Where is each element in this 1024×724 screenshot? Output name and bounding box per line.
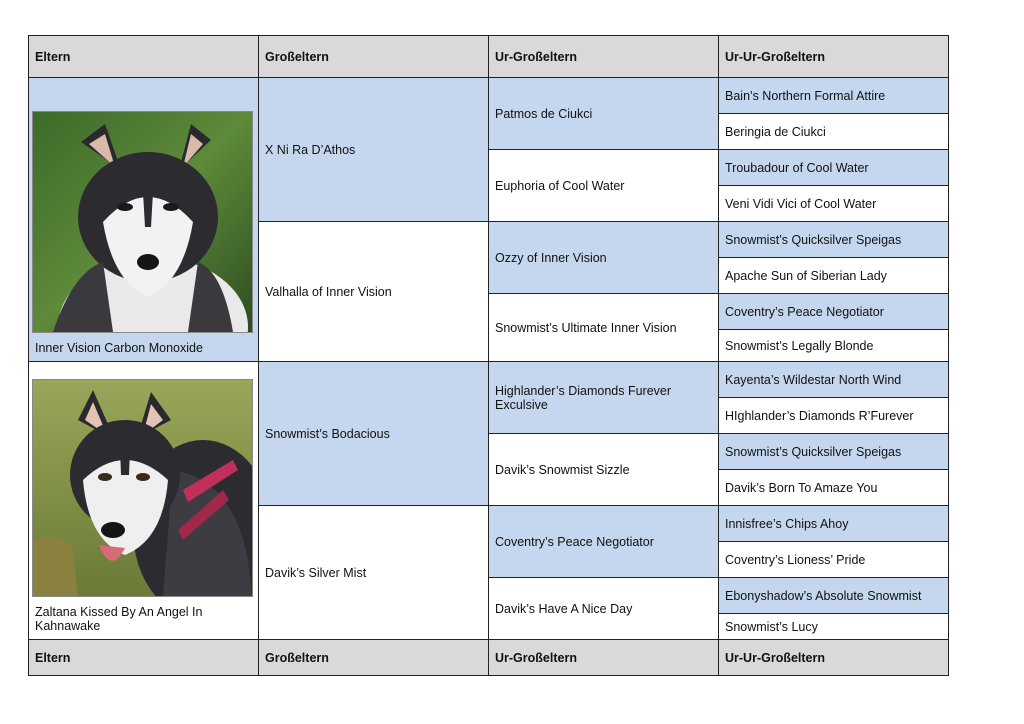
grandparent-cell: X Ni Ra D’Athos bbox=[259, 78, 489, 222]
great-great-grandparent-cell: Coventry’s Lioness’ Pride bbox=[719, 542, 949, 578]
great-great-grandparent-cell: Ebonyshadow’s Absolute Snowmist bbox=[719, 578, 949, 614]
husky-dog-photo bbox=[32, 379, 253, 597]
pedigree-table bbox=[28, 35, 949, 676]
great-grandparent-cell: Davik’s Have A Nice Day bbox=[489, 578, 719, 640]
great-grandparent-cell: Snowmist’s Ultimate Inner Vision bbox=[489, 294, 719, 362]
footer-eltern: Eltern bbox=[29, 640, 259, 676]
great-grandparent-cell: Patmos de Ciukci bbox=[489, 78, 719, 150]
grandparent-cell: Valhalla of Inner Vision bbox=[259, 222, 489, 362]
header-eltern: Eltern bbox=[29, 36, 259, 78]
great-great-grandparent-cell: Innisfree’s Chips Ahoy bbox=[719, 506, 949, 542]
great-grandparent-cell: Highlander’s Diamonds Furever Exculsive bbox=[489, 362, 719, 434]
footer-row bbox=[29, 640, 949, 676]
parent-sire bbox=[29, 78, 259, 362]
great-great-grandparent-cell: Bain’s Northern Formal Attire bbox=[719, 78, 949, 114]
footer-ur-ur-grosseltern: Ur-Ur-Großeltern bbox=[719, 640, 949, 676]
great-great-grandparent-cell: HIghlander’s Diamonds R’Furever bbox=[719, 398, 949, 434]
header-row bbox=[29, 36, 949, 78]
parent-name: Zaltana Kissed By An Angel In Kahnawake bbox=[35, 605, 203, 633]
great-great-grandparent-cell: Snowmist’s Legally Blonde bbox=[719, 330, 949, 362]
great-grandparent-cell: Ozzy of Inner Vision bbox=[489, 222, 719, 294]
great-great-grandparent-cell: Troubadour of Cool Water bbox=[719, 150, 949, 186]
header-ur-ur-grosseltern: Ur-Ur-Großeltern bbox=[719, 36, 949, 78]
header-ur-grosseltern: Ur-Großeltern bbox=[489, 36, 719, 78]
grandparent-cell: Davik’s Silver Mist bbox=[259, 506, 489, 640]
great-great-grandparent-cell: Apache Sun of Siberian Lady bbox=[719, 258, 949, 294]
husky-dog-photo bbox=[32, 111, 253, 333]
great-grandparent-cell: Euphoria of Cool Water bbox=[489, 150, 719, 222]
footer-ur-grosseltern: Ur-Großeltern bbox=[489, 640, 719, 676]
footer-grosseltern: Großeltern bbox=[259, 640, 489, 676]
great-grandparent-cell: Coventry’s Peace Negotiator bbox=[489, 506, 719, 578]
great-great-grandparent-cell: Snowmist’s Quicksilver Speigas bbox=[719, 222, 949, 258]
grandparent-cell: Snowmist’s Bodacious bbox=[259, 362, 489, 506]
great-great-grandparent-cell: Veni Vidi Vici of Cool Water bbox=[719, 186, 949, 222]
parent-name: Inner Vision Carbon Monoxide bbox=[35, 341, 203, 355]
parent-dam bbox=[29, 362, 259, 640]
great-great-grandparent-cell: Snowmist’s Quicksilver Speigas bbox=[719, 434, 949, 470]
great-great-grandparent-cell: Davik’s Born To Amaze You bbox=[719, 470, 949, 506]
great-great-grandparent-cell: Coventry’s Peace Negotiator bbox=[719, 294, 949, 330]
great-grandparent-cell: Davik’s Snowmist Sizzle bbox=[489, 434, 719, 506]
header-grosseltern: Großeltern bbox=[259, 36, 489, 78]
great-great-grandparent-cell: Snowmist’s Lucy bbox=[719, 614, 949, 640]
great-great-grandparent-cell: Kayenta’s Wildestar North Wind bbox=[719, 362, 949, 398]
great-great-grandparent-cell: Beringia de Ciukci bbox=[719, 114, 949, 150]
